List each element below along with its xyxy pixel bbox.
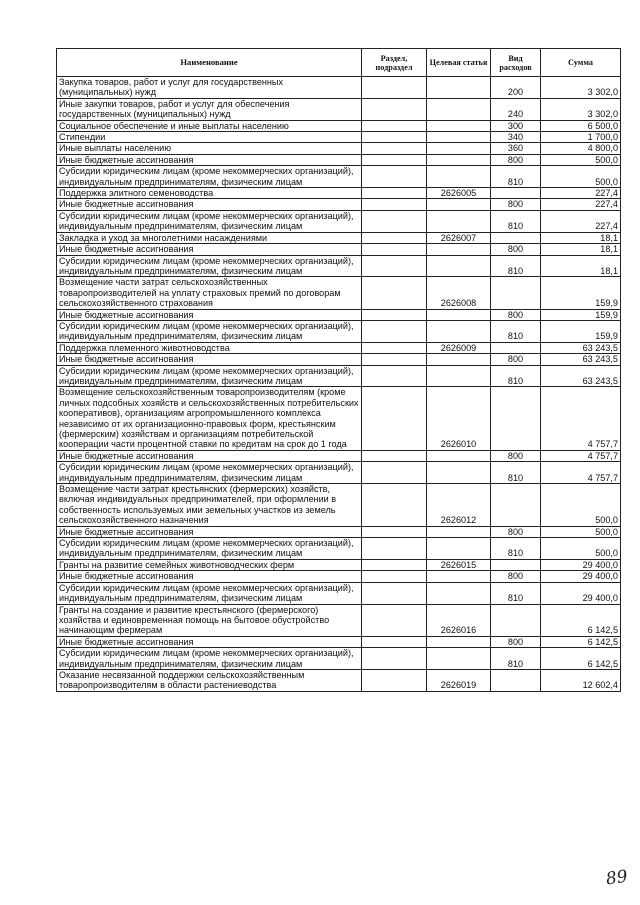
cell-section xyxy=(362,120,427,131)
table-row xyxy=(57,526,621,537)
cell-section xyxy=(362,669,427,691)
cell-name: Субсидии юридическим лицам (кроме некоммерческих организаций), индивидуальным предпринимателям, физическим лицам xyxy=(57,365,362,387)
cell-name: Иные бюджетные ассигнования xyxy=(57,636,362,647)
table-row xyxy=(57,354,621,365)
cell-name: Иные бюджетные ассигнования xyxy=(57,244,362,255)
cell-sum: 500,0 xyxy=(541,166,621,188)
cell-name: Субсидии юридическим лицам (кроме некоммерческих организаций), индивидуальным предпринимателям, физическим лицам xyxy=(57,462,362,484)
cell-section xyxy=(362,188,427,199)
cell-target: 2626019 xyxy=(427,669,491,691)
cell-sum: 4 757,7 xyxy=(541,450,621,461)
cell-section xyxy=(362,636,427,647)
cell-name: Стипендии xyxy=(57,132,362,143)
cell-name: Поддержка элитного семеноводства xyxy=(57,188,362,199)
header-name: Наименование xyxy=(57,49,362,77)
cell-section xyxy=(362,132,427,143)
table-body xyxy=(57,77,621,692)
cell-name: Субсидии юридическим лицам (кроме некоммерческих организаций), индивидуальным предпринимателям, физическим лицам xyxy=(57,210,362,232)
cell-sum: 4 757,7 xyxy=(541,387,621,450)
cell-section xyxy=(362,320,427,342)
table-row xyxy=(57,154,621,165)
cell-exptype: 800 xyxy=(491,571,541,582)
cell-exptype: 360 xyxy=(491,143,541,154)
cell-exptype: 800 xyxy=(491,309,541,320)
cell-target xyxy=(427,320,491,342)
cell-section xyxy=(362,559,427,570)
header-section: Раздел, подраздел xyxy=(362,49,427,77)
cell-target xyxy=(427,210,491,232)
cell-name: Иные бюджетные ассигнования xyxy=(57,154,362,165)
cell-target xyxy=(427,526,491,537)
cell-sum: 3 302,0 xyxy=(541,98,621,120)
cell-sum: 63 243,5 xyxy=(541,342,621,353)
table-row xyxy=(57,604,621,636)
cell-target: 2626016 xyxy=(427,604,491,636)
table-row xyxy=(57,143,621,154)
cell-target xyxy=(427,132,491,143)
cell-exptype xyxy=(491,342,541,353)
cell-sum: 6 142,5 xyxy=(541,648,621,670)
cell-name: Субсидии юридическим лицам (кроме некоммерческих организаций), индивидуальным предпринимателям, физическим лицам xyxy=(57,166,362,188)
cell-section xyxy=(362,143,427,154)
cell-section xyxy=(362,526,427,537)
cell-sum: 500,0 xyxy=(541,526,621,537)
cell-sum: 159,9 xyxy=(541,309,621,320)
cell-name: Субсидии юридическим лицам (кроме некоммерческих организаций), индивидуальным предпринимателям, физическим лицам xyxy=(57,255,362,277)
cell-sum: 159,9 xyxy=(541,277,621,309)
cell-target xyxy=(427,354,491,365)
cell-target xyxy=(427,255,491,277)
cell-target: 2626005 xyxy=(427,188,491,199)
cell-target xyxy=(427,571,491,582)
cell-section xyxy=(362,462,427,484)
cell-name: Закупка товаров, работ и услуг для государственных (муниципальных) нужд xyxy=(57,77,362,99)
table-row xyxy=(57,365,621,387)
cell-exptype xyxy=(491,484,541,527)
cell-sum: 29 400,0 xyxy=(541,559,621,570)
cell-exptype: 810 xyxy=(491,365,541,387)
cell-section xyxy=(362,166,427,188)
cell-name: Закладка и уход за многолетними насаждениями xyxy=(57,232,362,243)
table-row xyxy=(57,648,621,670)
cell-section xyxy=(362,244,427,255)
cell-section xyxy=(362,77,427,99)
cell-sum: 3 302,0 xyxy=(541,77,621,99)
cell-target: 2626007 xyxy=(427,232,491,243)
table-row xyxy=(57,210,621,232)
cell-target xyxy=(427,244,491,255)
cell-exptype: 800 xyxy=(491,244,541,255)
cell-target: 2626010 xyxy=(427,387,491,450)
cell-section xyxy=(362,365,427,387)
cell-exptype: 800 xyxy=(491,154,541,165)
cell-name: Субсидии юридическим лицам (кроме некоммерческих организаций), индивидуальным предпринимателям, физическим лицам xyxy=(57,648,362,670)
cell-target xyxy=(427,120,491,131)
table-row xyxy=(57,462,621,484)
cell-section xyxy=(362,342,427,353)
cell-name: Социальное обеспечение и иные выплаты населению xyxy=(57,120,362,131)
cell-section xyxy=(362,255,427,277)
cell-sum: 29 400,0 xyxy=(541,582,621,604)
cell-name: Субсидии юридическим лицам (кроме некоммерческих организаций), индивидуальным предпринимателям, физическим лицам xyxy=(57,582,362,604)
cell-name: Иные бюджетные ассигнования xyxy=(57,526,362,537)
table-row xyxy=(57,387,621,450)
cell-exptype xyxy=(491,188,541,199)
cell-name: Иные бюджетные ассигнования xyxy=(57,354,362,365)
table-row xyxy=(57,255,621,277)
cell-sum: 6 142,5 xyxy=(541,636,621,647)
cell-section xyxy=(362,484,427,527)
cell-sum: 4 757,7 xyxy=(541,462,621,484)
cell-exptype xyxy=(491,387,541,450)
cell-name: Оказание несвязанной поддержки сельскохозяйственным товаропроизводителям в области растениеводства xyxy=(57,669,362,691)
page-number: 89 xyxy=(604,866,629,890)
cell-name: Иные бюджетные ассигнования xyxy=(57,450,362,461)
cell-target xyxy=(427,365,491,387)
header-exptype: Вид расходов xyxy=(491,49,541,77)
table-row xyxy=(57,320,621,342)
cell-exptype: 810 xyxy=(491,538,541,560)
cell-section xyxy=(362,648,427,670)
cell-sum: 6 142,5 xyxy=(541,604,621,636)
cell-sum: 12 602,4 xyxy=(541,669,621,691)
cell-target: 2626008 xyxy=(427,277,491,309)
cell-exptype: 800 xyxy=(491,354,541,365)
cell-exptype: 240 xyxy=(491,98,541,120)
cell-section xyxy=(362,450,427,461)
cell-name: Субсидии юридическим лицам (кроме некоммерческих организаций), индивидуальным предпринимателям, физическим лицам xyxy=(57,538,362,560)
cell-exptype: 800 xyxy=(491,636,541,647)
table-row xyxy=(57,277,621,309)
cell-exptype: 810 xyxy=(491,582,541,604)
cell-target xyxy=(427,98,491,120)
cell-sum: 63 243,5 xyxy=(541,365,621,387)
cell-target xyxy=(427,582,491,604)
table-row xyxy=(57,669,621,691)
cell-name: Гранты на развитие семейных животноводческих ферм xyxy=(57,559,362,570)
cell-sum: 227,4 xyxy=(541,188,621,199)
table-header-row xyxy=(57,49,621,77)
cell-exptype: 800 xyxy=(491,199,541,210)
table-row xyxy=(57,232,621,243)
table-row xyxy=(57,309,621,320)
cell-sum: 4 800,0 xyxy=(541,143,621,154)
cell-section xyxy=(362,309,427,320)
cell-section xyxy=(362,604,427,636)
cell-exptype: 800 xyxy=(491,526,541,537)
cell-target xyxy=(427,462,491,484)
cell-target: 2626012 xyxy=(427,484,491,527)
cell-exptype xyxy=(491,232,541,243)
cell-target xyxy=(427,166,491,188)
cell-name: Иные выплаты населению xyxy=(57,143,362,154)
cell-sum: 1 700,0 xyxy=(541,132,621,143)
cell-sum: 18,1 xyxy=(541,244,621,255)
table-row xyxy=(57,342,621,353)
cell-section xyxy=(362,210,427,232)
table-row xyxy=(57,199,621,210)
cell-exptype: 200 xyxy=(491,77,541,99)
table-row xyxy=(57,582,621,604)
cell-target xyxy=(427,309,491,320)
header-target: Целевая статья xyxy=(427,49,491,77)
cell-name: Поддержка племенного животноводства xyxy=(57,342,362,353)
cell-exptype: 810 xyxy=(491,210,541,232)
cell-sum: 18,1 xyxy=(541,255,621,277)
table-row xyxy=(57,77,621,99)
cell-section xyxy=(362,387,427,450)
table-row xyxy=(57,450,621,461)
cell-exptype: 810 xyxy=(491,320,541,342)
cell-target xyxy=(427,538,491,560)
cell-name: Гранты на создание и развитие крестьянского (фермерского) хозяйства и единовременная помощь на бытовое обустройство начинающим фермерам xyxy=(57,604,362,636)
table-row xyxy=(57,571,621,582)
table-row xyxy=(57,132,621,143)
cell-target: 2626009 xyxy=(427,342,491,353)
table-row xyxy=(57,484,621,527)
cell-name: Возмещение части затрат сельскохозяйственных товаропроизводителей на уплату страховых премий по договорам сельскохозяйственного страхования xyxy=(57,277,362,309)
budget-table xyxy=(56,48,621,692)
cell-exptype: 340 xyxy=(491,132,541,143)
cell-target xyxy=(427,450,491,461)
cell-section xyxy=(362,232,427,243)
cell-sum: 500,0 xyxy=(541,538,621,560)
table-row xyxy=(57,188,621,199)
cell-sum: 18,1 xyxy=(541,232,621,243)
cell-exptype: 810 xyxy=(491,255,541,277)
cell-section xyxy=(362,571,427,582)
cell-target xyxy=(427,199,491,210)
cell-target: 2626015 xyxy=(427,559,491,570)
cell-name: Субсидии юридическим лицам (кроме некоммерческих организаций), индивидуальным предпринимателям, физическим лицам xyxy=(57,320,362,342)
cell-target xyxy=(427,77,491,99)
cell-name: Возмещение части затрат крестьянских (фермерских) хозяйств, включая индивидуальных предпринимателей, при оформлении в собственность используемых ими земельных участков из земель сельскохозяйственного назначения xyxy=(57,484,362,527)
cell-exptype xyxy=(491,669,541,691)
table-row xyxy=(57,538,621,560)
cell-name: Иные бюджетные ассигнования xyxy=(57,199,362,210)
cell-section xyxy=(362,354,427,365)
cell-sum: 29 400,0 xyxy=(541,571,621,582)
cell-name: Возмещение сельскохозяйственным товаропроизводителям (кроме личных подсобных хозяйств и сельскохозяйственных потребительских кооперативов), организациям агропромышленного комплекса независимо от их организационно-правовых форм, крестьянским (фермерским) хозяйствам и организациям потребительской кооперации части процентной ставки по кредитам на срок до 1 года xyxy=(57,387,362,450)
table-row xyxy=(57,166,621,188)
table-row xyxy=(57,244,621,255)
header-sum: Сумма xyxy=(541,49,621,77)
table-row xyxy=(57,120,621,131)
cell-sum: 227,4 xyxy=(541,210,621,232)
cell-name: Иные закупки товаров, работ и услуг для обеспечения государственных (муниципальных) нужд xyxy=(57,98,362,120)
cell-exptype: 810 xyxy=(491,166,541,188)
cell-section xyxy=(362,98,427,120)
cell-exptype: 810 xyxy=(491,648,541,670)
cell-section xyxy=(362,538,427,560)
cell-sum: 227,4 xyxy=(541,199,621,210)
cell-sum: 63 243,5 xyxy=(541,354,621,365)
cell-section xyxy=(362,199,427,210)
table-row xyxy=(57,559,621,570)
cell-exptype: 810 xyxy=(491,462,541,484)
cell-sum: 500,0 xyxy=(541,484,621,527)
table-row xyxy=(57,98,621,120)
cell-exptype: 300 xyxy=(491,120,541,131)
cell-exptype xyxy=(491,559,541,570)
cell-section xyxy=(362,154,427,165)
table-row xyxy=(57,636,621,647)
cell-exptype xyxy=(491,277,541,309)
cell-section xyxy=(362,582,427,604)
cell-sum: 6 500,0 xyxy=(541,120,621,131)
cell-name: Иные бюджетные ассигнования xyxy=(57,309,362,320)
cell-name: Иные бюджетные ассигнования xyxy=(57,571,362,582)
cell-target xyxy=(427,648,491,670)
cell-sum: 159,9 xyxy=(541,320,621,342)
cell-section xyxy=(362,277,427,309)
cell-sum: 500,0 xyxy=(541,154,621,165)
cell-target xyxy=(427,636,491,647)
cell-exptype xyxy=(491,604,541,636)
cell-target xyxy=(427,143,491,154)
cell-target xyxy=(427,154,491,165)
cell-exptype: 800 xyxy=(491,450,541,461)
